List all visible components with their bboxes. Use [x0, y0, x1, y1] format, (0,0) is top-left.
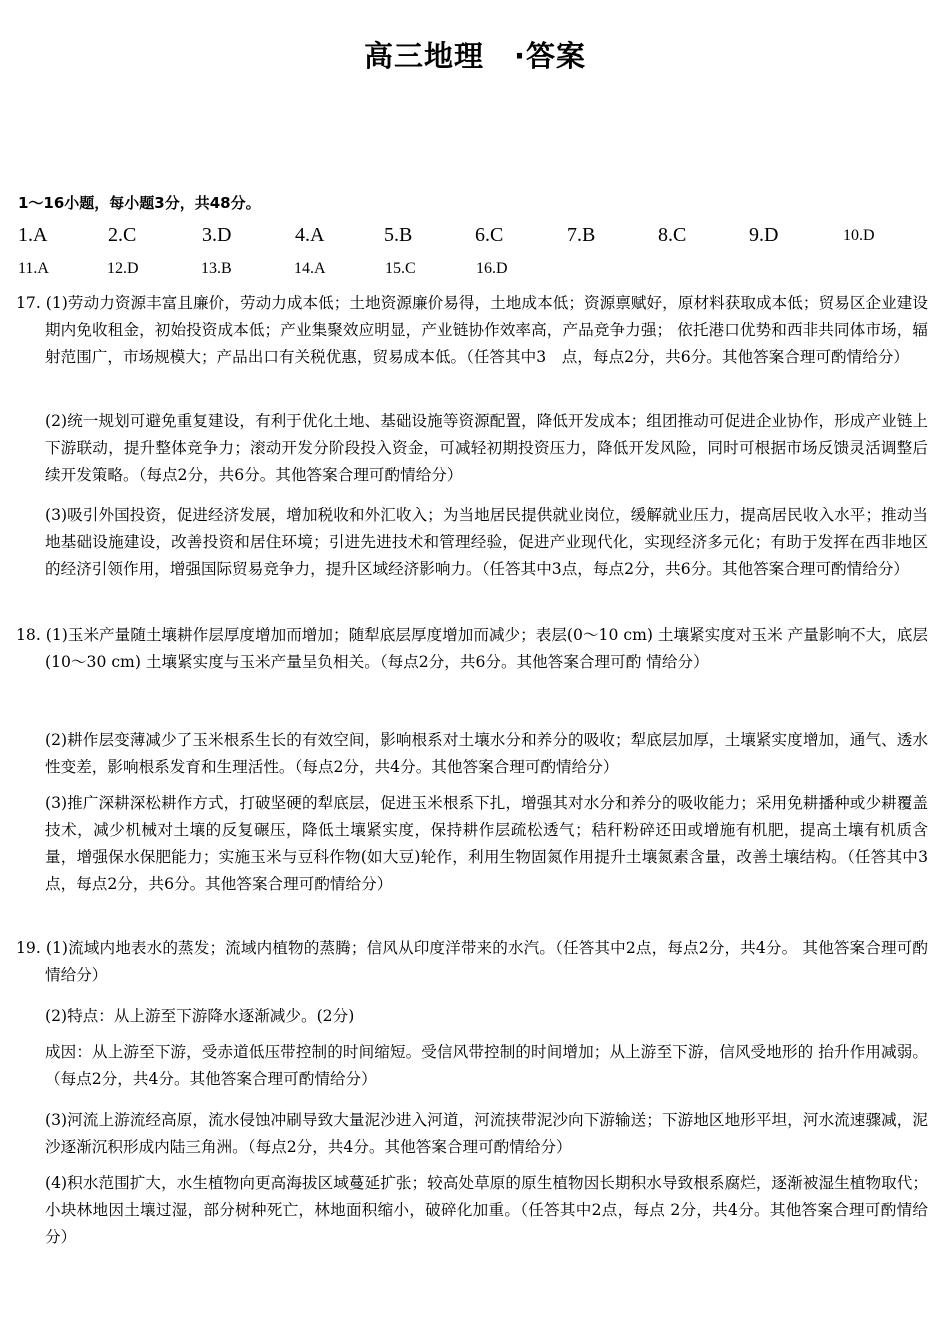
answer-item: 2.C [108, 224, 137, 246]
answer-item: 4.A [295, 224, 325, 246]
answer-item: 8.C [658, 224, 687, 246]
q19-part4: (3)河流上游流经高原，流水侵蚀冲刷导致大量泥沙进入河道，河流挟带泥沙向下游输送；下游地区地形平坦，河水流速骤减，泥沙逐渐沉积形成内陆三角洲。（每点2分，共4分。其他答案合理可酌情给分） [45, 1111, 928, 1156]
answer-item: 10.D [843, 227, 875, 244]
answer-item: 7.B [567, 224, 596, 246]
q17-part1: 17. (1)劳动力资源丰富且廉价，劳动力成本低；土地资源廉价易得，土地成本低；资源禀赋好，原材料获取成本低；贸易区企业建设期内免收租金，初始投资成本低；产业集聚效应明显，产业链协作效率高，产品竞争力强； 依托港口优势和西非共同体市场，辐射范围广，市场规模大；产品出口有关税优惠，贸易成本低。（任答其中3 点，每点2分，共6分。其他答案合理可酌情给分） [16, 294, 928, 366]
answer-item: 12.D [107, 260, 139, 277]
q19-part5: (4)积水范围扩大，水生植物向更高海拔区域蔓延扩张；较高处草原的原生植物因长期积水导致根系腐烂，逐渐被湿生植物取代；小块林地因土壤过湿，部分树种死亡，林地面积缩小，破碎化加重。（任答其中2点，每点 2分，共4分。其他答案合理可酌情给分） [45, 1174, 928, 1246]
answer-item: 13.B [201, 260, 232, 277]
mc-section-header: 1～16小题，每小题3分，共48分。 [18, 194, 261, 212]
answer-item: 1.A [18, 224, 48, 246]
answer-item: 6.C [475, 224, 504, 246]
q18-part3: (3)推广深耕深松耕作方式，打破坚硬的犁底层，促进玉米根系下扎，增强其对水分和养分的吸收能力；采用免耕播种或少耕覆盖技术，减少机械对土壤的反复碾压，降低土壤紧实度，保持耕作层疏松透气；秸秆粉碎还田或增施有机肥，提高土壤有机质含量，增强保水保肥能力；实施玉米与豆科作物(如大豆)轮作，利用生物固氮作用提升土壤氮素含量，改善土壤结构。（任答其中3点，每点2分，共6分。其他答案合理可酌情给分） [45, 794, 928, 893]
answer-item: 11.A [18, 260, 49, 277]
q18-part2: (2)耕作层变薄减少了玉米根系生长的有效空间，影响根系对土壤水分和养分的吸收；犁底层加厚，土壤紧实度增加，通气、透水性变差，影响根系发育和生理活性。（每点2分，共4分。其他答案合理可酌情给分） [45, 731, 928, 776]
q17-part2: (2)统一规划可避免重复建设，有利于优化土地、基础设施等资源配置，降低开发成本；组团推动可促进企业协作，形成产业链上下游联动，提升整体竞争力；滚动开发分阶段投入资金，可减轻初期投资压力，降低开发风险，同时可根据市场反馈灵活调整后续开发策略。（每点2分，共6分。其他答案合理可酌情给分） [45, 412, 928, 484]
q19-part1: 19. (1)流域内地表水的蒸发；流域内植物的蒸腾；信风从印度洋带来的水汽。（任答其中2点，每点2分，共4分。 其他答案合理可酌情给分） [16, 939, 928, 984]
answer-item: 9.D [749, 224, 779, 246]
answer-item: 14.A [294, 260, 326, 277]
q18-part1: 18. (1)玉米产量随土壤耕作层厚度增加而增加；随犁底层厚度增加而减少；表层(0～10 cm) 土壤紧实度对玉米 产量影响不大，底层(10～30 cm) 土壤紧实度与玉米产量呈负相关。（每点2分，共6分。其他答案合理可酌 情给分） [16, 626, 928, 671]
page-title: 高三地理 ·答案 [363, 39, 587, 73]
q19-part3: 成因：从上游至下游，受赤道低压带控制的时间缩短。受信风带控制的时间增加；从上游至下游，信风受地形的 抬升作用减弱。（每点2分，共4分。其他答案合理可酌情给分） [45, 1043, 928, 1088]
q17-part3: (3)吸引外国投资，促进经济发展，增加税收和外汇收入；为当地居民提供就业岗位，缓解就业压力，提高居民收入水平；推动当地基础设施建设，改善投资和居住环境；引进先进技术和管理经验，促进产业现代化，实现经济多元化；有助于发挥在西非地区的经济引领作用，增强国际贸易竞争力，提升区域经济影响力。（任答其中3点，每点2分，共6分。其他答案合理可酌情给分） [45, 506, 928, 578]
q19-part2: (2)特点：从上游至下游降水逐渐减少。(2分) [45, 1007, 355, 1025]
answer-item: 3.D [202, 224, 232, 246]
answer-item: 16.D [476, 260, 508, 277]
answer-item: 5.B [384, 224, 413, 246]
answer-item: 15.C [385, 260, 416, 277]
